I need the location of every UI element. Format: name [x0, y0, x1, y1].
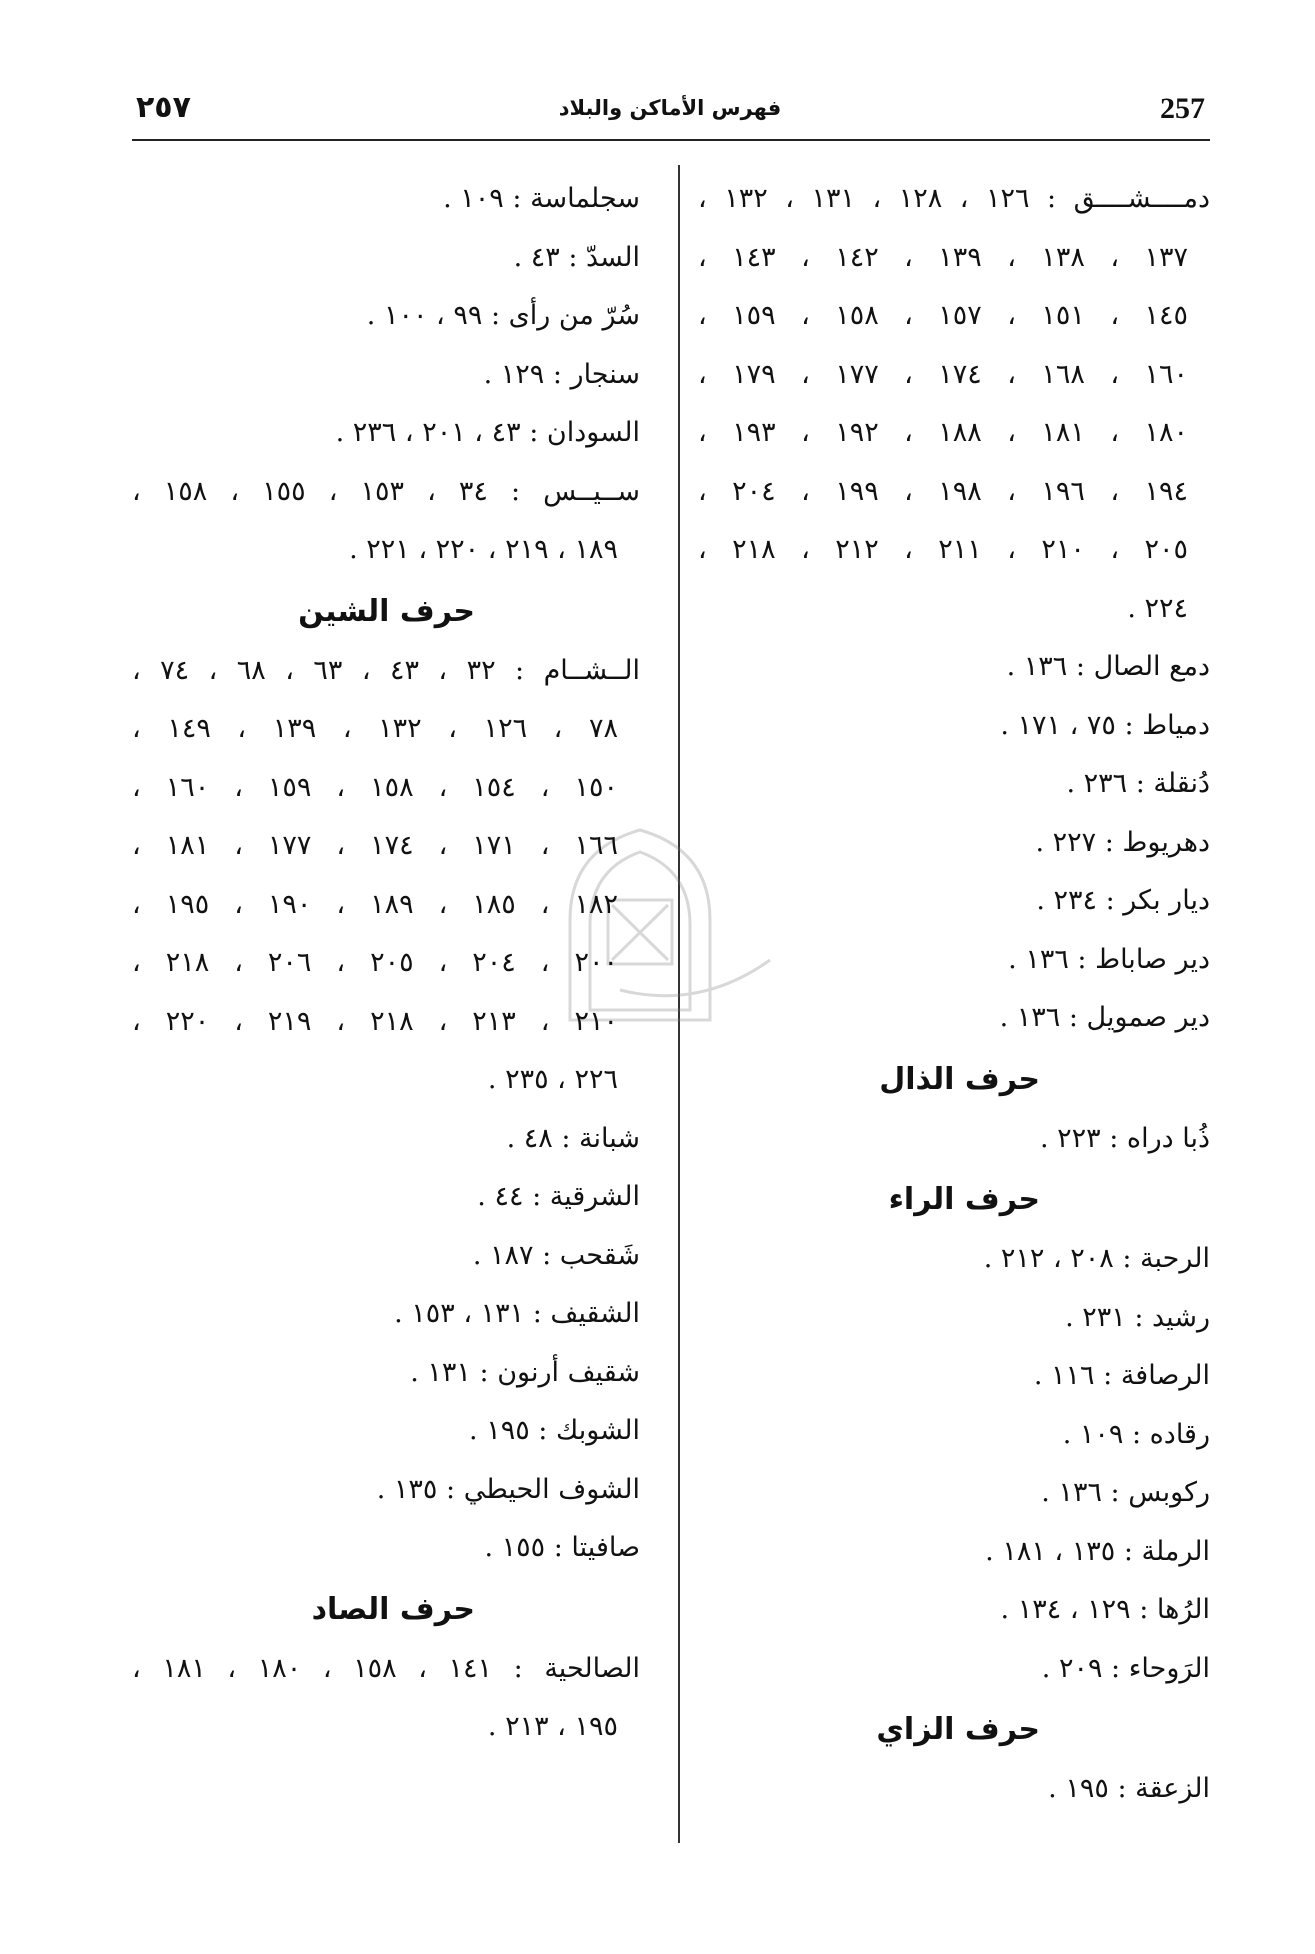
index-entry: الرَوحاء : ٢٠٩ . [1041, 1652, 1210, 1684]
section-heading-sad: حرف الصاد [311, 1591, 475, 1627]
index-entry: الزعقة : ١٩٥ . [1048, 1773, 1210, 1804]
index-entry: الشقيف : ١٣١ ، ١٥٣ . [394, 1298, 640, 1329]
index-entry: الرملة : ١٣٥ ، ١٨١ . [985, 1535, 1210, 1567]
index-entry: الرحبة : ٢٠٨ ، ٢١٢ . [983, 1243, 1210, 1274]
index-entry-sham: الــشــام : ٣٢ ، ٤٣ ، ٦٣ ، ٦٨ ، ٧٤ ، [132, 654, 640, 686]
header-rule [132, 139, 1210, 141]
index-entry: ديار بكر : ٢٣٤ . [1036, 885, 1210, 916]
index-entry: السدّ : ٤٣ . [513, 241, 640, 273]
entry-continuation: ٢٠٠ ، ٢٠٤ ، ٢٠٥ ، ٢٠٦ ، ٢١٨ ، [132, 947, 618, 978]
left-column [132, 170, 640, 1757]
index-entry: سجلماسة : ١٠٩ . [443, 183, 640, 214]
index-entry: الشوبك : ١٩٥ . [469, 1415, 640, 1446]
index-entry: دير صاباط : ١٣٦ . [1008, 943, 1210, 975]
section-heading-zay: حرف الزاي [876, 1712, 1040, 1747]
index-entry: رشيد : ٢٣١ . [1065, 1301, 1210, 1333]
index-entry: الرصافة : ١١٦ . [1033, 1360, 1210, 1391]
index-entry: سنجار : ١٢٩ . [483, 358, 640, 390]
entry-continuation: ١٩٥ ، ٢١٣ . [487, 1711, 618, 1742]
running-title: فهرس الأماكن والبلاد [558, 96, 782, 120]
index-entry: صافيتا : ١٥٥ . [484, 1532, 640, 1563]
index-entry-salihiya: الصالحية : ١٤١ ، ١٥٨ ، ١٨٠ ، ١٨١ ، [132, 1652, 640, 1684]
entry-continuation: ١٣٧ ، ١٣٨ ، ١٣٩ ، ١٤٢ ، ١٤٣ ، [698, 241, 1188, 273]
entry-continuation: ١٩٤ ، ١٩٦ ، ١٩٨ ، ١٩٩ ، ٢٠٤ ، [698, 475, 1188, 507]
index-entry-damascus: دمــــشــــق : ١٢٦ ، ١٢٨ ، ١٣١ ، ١٣٢ ، [698, 183, 1210, 214]
entry-continuation: ١٦٠ ، ١٦٨ ، ١٧٤ ، ١٧٧ ، ١٧٩ ، [698, 358, 1188, 390]
index-entry-sis: ســيــس : ٣٤ ، ١٥٣ ، ١٥٥ ، ١٥٨ ، [132, 475, 640, 507]
entry-continuation: ١٨٩ ، ٢١٩ ، ٢٢٠ ، ٢٢١ . [349, 534, 618, 565]
index-entry: دهريوط : ٢٢٧ . [1035, 826, 1210, 858]
section-heading-ra: حرف الراء [888, 1182, 1040, 1217]
index-entry: دُنقلة : ٢٣٦ . [1066, 768, 1210, 799]
page-number-latin: 257 [1160, 92, 1205, 125]
entry-continuation: ٢٠٥ ، ٢١٠ ، ٢١١ ، ٢١٢ ، ٢١٨ ، [698, 534, 1188, 565]
index-entry: ذُبا دراه : ٢٢٣ . [1039, 1122, 1210, 1154]
entry-continuation: ٢١٠ ، ٢١٣ ، ٢١٨ ، ٢١٩ ، ٢٢٠ ، [132, 1005, 618, 1037]
index-entry: شَقحب : ١٨٧ . [472, 1239, 640, 1271]
index-entry: السودان : ٤٣ ، ٢٠١ ، ٢٣٦ . [335, 417, 640, 448]
index-entry: ركوبس : ١٣٦ . [1041, 1477, 1210, 1508]
index-entry: الشوف الحيطي : ١٣٥ . [376, 1473, 640, 1505]
index-entry: دمع الصال : ١٣٦ . [1006, 651, 1210, 682]
index-entry: الشرقية : ٤٤ . [477, 1181, 640, 1212]
right-column [698, 170, 1210, 1819]
page-number-arabic: ٢٥٧ [136, 90, 191, 125]
index-entry: سُرّ من رأى : ٩٩ ، ١٠٠ . [366, 300, 640, 331]
section-heading-dhal: حرف الذال [879, 1061, 1040, 1097]
entry-continuation: ٢٢٦ ، ٢٣٥ . [487, 1064, 618, 1095]
index-entry: دمياط : ٧٥ ، ١٧١ . [1000, 709, 1210, 741]
entry-continuation: ٢٢٤ . [1127, 592, 1188, 624]
entry-continuation: ١٥٠ ، ١٥٤ ، ١٥٨ ، ١٥٩ ، ١٦٠ ، [132, 771, 618, 803]
index-entry: دير صمويل : ١٣٦ . [999, 1002, 1210, 1033]
index-entry: الرُها : ١٢٩ ، ١٣٤ . [1000, 1594, 1210, 1625]
entry-continuation: ١٨٠ ، ١٨١ ، ١٨٨ ، ١٩٢ ، ١٩٣ ، [698, 417, 1188, 448]
entry-continuation: ٧٨ ، ١٢٦ ، ١٣٢ ، ١٣٩ ، ١٤٩ ، [132, 713, 619, 744]
section-heading-shin: حرف الشين [298, 593, 475, 629]
entry-continuation: ١٤٥ ، ١٥١ ، ١٥٧ ، ١٥٨ ، ١٥٩ ، [698, 300, 1188, 331]
index-entry: شقيف أرنون : ١٣١ . [410, 1356, 640, 1388]
entry-continuation: ١٦٦ ، ١٧١ ، ١٧٤ ، ١٧٧ ، ١٨١ ، [132, 830, 618, 861]
index-entry: رقاده : ١٠٩ . [1062, 1418, 1210, 1450]
index-entry: شبانة : ٤٨ . [506, 1122, 640, 1154]
entry-continuation: ١٨٢ ، ١٨٥ ، ١٨٩ ، ١٩٠ ، ١٩٥ ، [132, 888, 618, 920]
